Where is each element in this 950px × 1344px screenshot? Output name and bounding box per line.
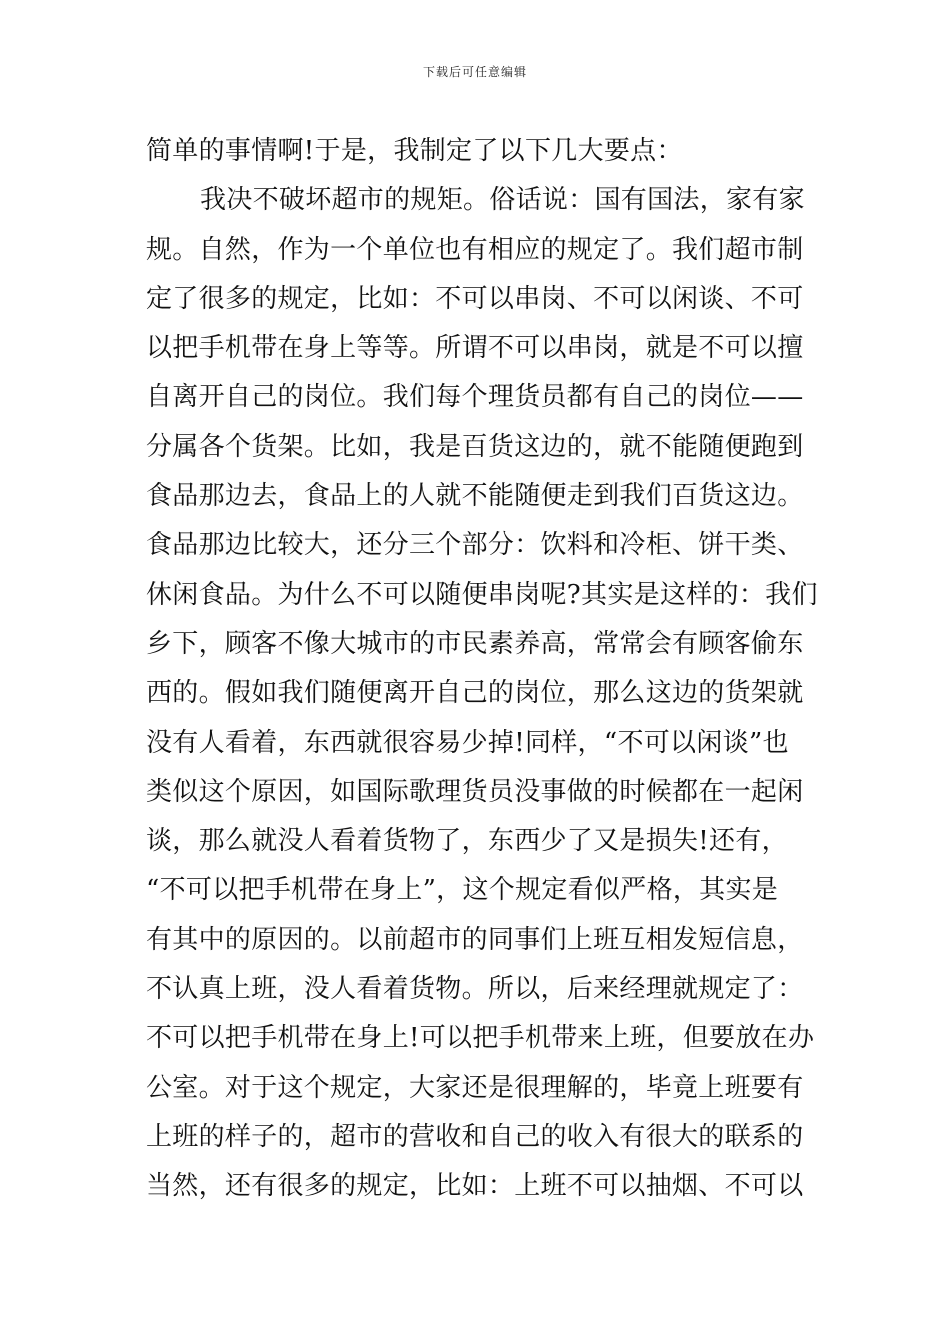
text-line-13: 没有人看着，东西就很容易少掉!同样，“不可以闲谈”也 <box>146 727 789 758</box>
text-line-22: 当然，还有很多的规定，比如：上班不可以抽烟、不可以 <box>146 1171 804 1202</box>
text-line-18: 不认真上班，没人看着货物。所以，后来经理就规定了： <box>146 974 804 1005</box>
text-line-19: 不可以把手机带在身上!可以把手机带来上班，但要放在办 <box>146 1023 815 1054</box>
text-line-9: 食品那边比较大，还分三个部分：饮料和冷柜、饼干类、 <box>146 530 804 561</box>
text-line-21: 上班的样子的，超市的营收和自己的收入有很大的联系的 <box>146 1121 804 1152</box>
text-line-6: 自离开自己的岗位。我们每个理货员都有自己的岗位—— <box>146 382 804 413</box>
text-line-7: 分属各个货架。比如，我是百货这边的，就不能随便跑到 <box>146 431 804 462</box>
body-text <box>146 127 816 1212</box>
text-line-16: “不可以把手机带在身上”，这个规定看似严格，其实是 <box>146 875 779 906</box>
text-line-20: 公室。对于这个规定，大家还是很理解的，毕竟上班要有 <box>146 1072 804 1103</box>
text-line-2: 我决不破坏超市的规矩。俗话说：国有国法，家有家 <box>200 185 805 216</box>
text-line-3: 规。自然，作为一个单位也有相应的规定了。我们超市制 <box>146 234 804 265</box>
text-line-1: 简单的事情啊!于是，我制定了以下几大要点： <box>146 136 683 166</box>
text-line-14: 类似这个原因，如国际歌理货员没事做的时候都在一起闲 <box>146 776 804 807</box>
text-line-10: 休闲食品。为什么不可以随便串岗呢?其实是这样的：我们 <box>146 579 818 610</box>
text-line-5: 以把手机带在身上等等。所谓不可以串岗，就是不可以擅 <box>146 333 804 364</box>
text-line-17: 有其中的原因的。以前超市的同事们上班互相发短信息， <box>146 924 804 955</box>
text-line-11: 乡下，顾客不像大城市的市民素养高，常常会有顾客偷东 <box>146 628 804 659</box>
text-line-12: 西的。假如我们随便离开自己的岗位，那么这边的货架就 <box>146 678 804 709</box>
text-line-8: 食品那边去，食品上的人就不能随便走到我们百货这边。 <box>146 481 804 512</box>
text-line-4: 定了很多的规定，比如：不可以串岗、不可以闲谈、不可 <box>146 283 804 314</box>
page-header-note: 下载后可任意编辑 <box>422 65 527 79</box>
text-line-15: 谈，那么就没人看着货物了，东西少了又是损失!还有， <box>146 826 788 857</box>
